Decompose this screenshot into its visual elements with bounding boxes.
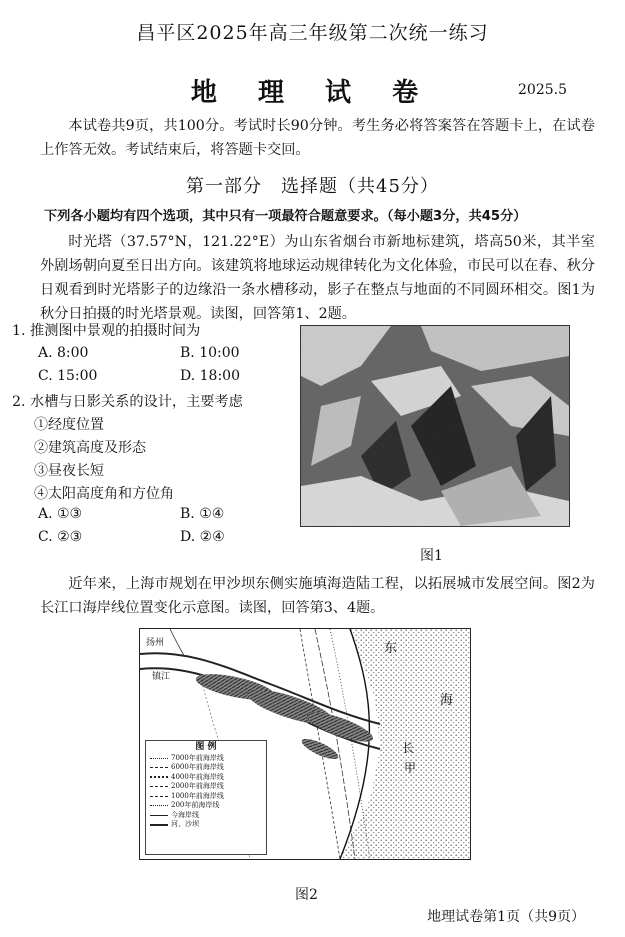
section-title: 第一部分 选择题（共45分） [186, 176, 439, 197]
page-footer: 地理试卷第1页（共9页） [427, 909, 585, 925]
passage-2: 近年来，上海市规划在甲沙坝东侧实施填海造陆工程，以拓展城市发展空间。图2为长江口海岸线位置变化示意图。读图，回答第3、4题。 [40, 576, 595, 616]
legend-item: 1000年前海岸线 [146, 792, 266, 802]
map-label-chang: 长 [402, 741, 415, 755]
map-legend [145, 740, 267, 855]
q2-item-4: ④太阳高度角和方位角 [34, 486, 174, 502]
legend-item: 6000年前海岸线 [146, 763, 266, 773]
legend-item: 河、沙坝 [146, 820, 266, 830]
q2-item-3: ③昼夜长短 [34, 463, 104, 479]
question-1-stem: 1. 推测图中景观的拍摄时间为 [12, 323, 201, 339]
q2-item-1: ①经度位置 [34, 417, 104, 433]
map-label-dong: 东 [384, 641, 398, 656]
legend-item: 7000年前海岸线 [146, 754, 266, 764]
q1-option-a: A. 8:00 [38, 345, 89, 361]
legend-item: 2000年前海岸线 [146, 782, 266, 792]
figure-1-caption: 图1 [420, 548, 443, 564]
q2-option-d: D. ②④ [180, 529, 225, 545]
tower-photo [300, 325, 570, 527]
q2-item-2: ②建筑高度及形态 [34, 440, 146, 456]
exam-date: 2025.5 [518, 82, 567, 98]
map-label-jia: 甲 [404, 761, 417, 775]
legend-item: 今海岸线 [146, 811, 266, 821]
q1-option-c: C. 15:00 [38, 368, 98, 384]
page-title: 地 理 试 卷 [190, 78, 435, 108]
map-label-zhenjiang: 镇江 [152, 672, 171, 682]
legend-item: 200年前海岸线 [146, 801, 266, 811]
passage-1: 时光塔（37.57°N，121.22°E）为山东省烟台市新地标建筑，塔高50米，其半室外剧场朝向夏至日出方向。该建筑将地球运动规律转化为文化体验，市民可以在春、秋分日观看到时光塔影子的边缘沿一条水槽移动，影子在整点与地面的不同圆环相交。图1为秋分日拍摄的时光塔景观。读图，回答第1、2题。 [40, 234, 595, 322]
legend-title: 图 例 [195, 742, 217, 752]
question-2-stem: 2. 水槽与日影关系的设计，主要考虑 [12, 394, 243, 410]
instruction-text: 下列各小题均有四个选项，其中只有一项最符合题意要求。（每小题3分，共45分） [44, 209, 527, 224]
tower-photo-graphic [301, 326, 569, 526]
q2-option-c: C. ②③ [38, 529, 83, 545]
map-label-yangzhou: 扬州 [146, 638, 165, 648]
q2-option-a: A. ①③ [38, 506, 83, 522]
legend-item: 4000年前海岸线 [146, 773, 266, 783]
q1-option-b: B. 10:00 [180, 345, 240, 361]
intro-paragraph: 本试卷共9页，共100分。考试时长90分钟。考生务必将答案答在答题卡上，在试卷上作答无效。考试结束后，将答题卡交回。 [40, 118, 595, 158]
exam-header: 昌平区2025年高三年级第二次统一练习 [136, 22, 489, 44]
q1-option-d: D. 18:00 [180, 368, 240, 384]
figure-2-caption: 图2 [295, 887, 318, 903]
q2-option-b: B. ①④ [180, 506, 225, 522]
map-label-hai: 海 [440, 693, 454, 708]
